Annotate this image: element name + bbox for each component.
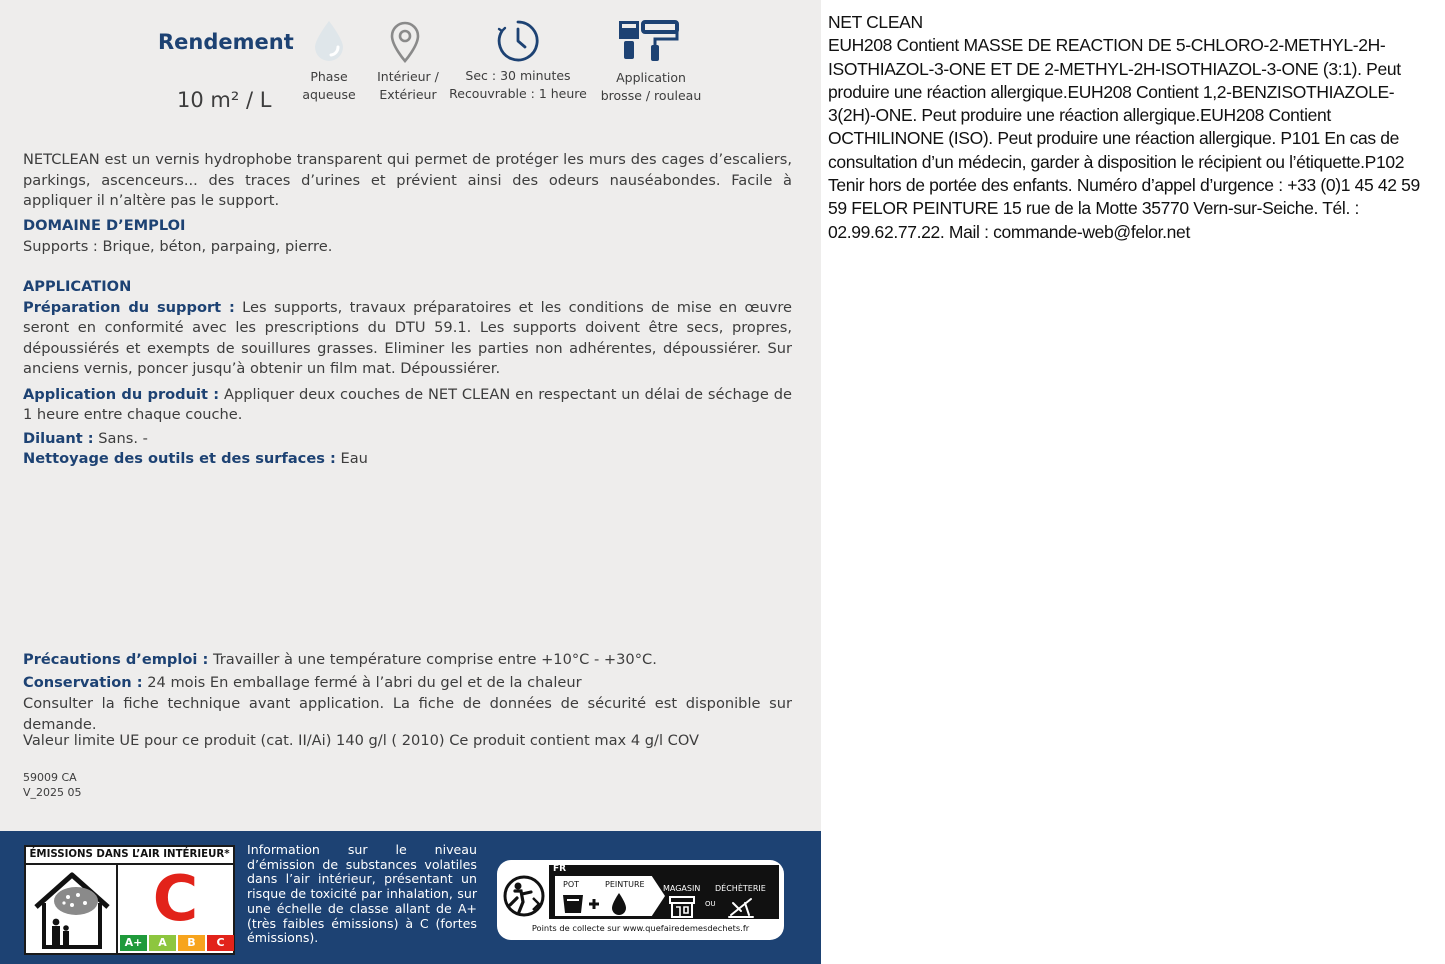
feature-line: Sec : 30 minutes xyxy=(465,68,571,83)
product-ref: 59009 CA xyxy=(23,771,77,784)
diluant-label: Diluant : xyxy=(23,429,94,447)
triman-recycle-icon xyxy=(501,874,547,918)
precautions-text: Travailler à une température comprise entre +10°C - +30°C. xyxy=(208,651,657,668)
house-people-icon xyxy=(30,867,114,951)
consulter-text: Consulter la fiche technique avant application. La fiche de données de sécurité est disponible sur demande. xyxy=(23,695,792,733)
feature-line: Extérieur xyxy=(379,86,437,102)
feature-line: Recouvrable : 1 heure xyxy=(449,85,587,101)
domaine-heading: DOMAINE D’EMPLOI xyxy=(23,217,186,234)
product-codes xyxy=(23,770,82,800)
emissions-scale xyxy=(120,935,234,951)
triman-footer: Points de collecte sur www.quefairedemesdechets.fr xyxy=(531,923,750,933)
legal-title: NET CLEAN xyxy=(828,12,923,32)
produit-paragraph xyxy=(23,385,792,426)
preparation-text: Les supports, travaux préparatoires et les conditions de mise en œuvre seront en conformité avec les prescriptions du DTU 59.1. Les supports doivent être secs, propres, dépoussiérés et exempts de souillures grasses. Eliminer les parties non adhérentes, dépoussiérer. Sur anciens vernis, poncer jusqu’à obtenir un film mat. Dépoussiérer. xyxy=(23,298,793,377)
feature-drying xyxy=(444,67,592,102)
preparation-label: Préparation du support : xyxy=(23,298,235,316)
feature-line: aqueuse xyxy=(302,86,356,102)
emissions-info: Information sur le niveau d’émission de substances volatiles dans l’air intérieur, présentant un risque de toxicité par inhalation, sur une échelle de classe allant de A+ (très faibles émissions) à C (fortes émissions). xyxy=(247,842,477,946)
diluant-line xyxy=(23,429,792,450)
scale-b: B xyxy=(178,935,205,951)
preparation-paragraph xyxy=(23,298,792,380)
diluant-text: Sans. - xyxy=(93,429,148,447)
shop-icon xyxy=(667,895,697,919)
product-version: V_2025 05 xyxy=(23,786,82,799)
product-description: NETCLEAN est un vernis hydrophobe transparent qui permet de protéger les murs des cages d’escaliers, parkings, ascenceurs... des traces d’urines et prévient ainsi des odeurs nauséabondes. Facile à appliquer il n’altère pas le support. xyxy=(23,151,792,209)
emissions-label xyxy=(24,845,235,955)
cov-limit-text: Valeur limite UE pour ce produit (cat. II/Ai) 140 g/l ( 2010) Ce produit contient max 4 g/l COV xyxy=(23,732,700,749)
precautions-section xyxy=(23,650,792,752)
feature-application xyxy=(592,69,710,104)
triman-country: FR xyxy=(553,864,567,874)
brush-roller-icon xyxy=(617,19,683,65)
feature-location xyxy=(364,68,452,103)
conservation-line xyxy=(23,673,792,694)
scale-a: A xyxy=(149,935,176,951)
feature-phase xyxy=(290,68,368,103)
feature-line: brosse / rouleau xyxy=(600,87,702,103)
triman-ou: OU xyxy=(705,900,716,908)
triman-magasin: MAGASIN xyxy=(663,884,701,893)
precautions-label: Précautions d’emploi : xyxy=(23,651,209,668)
domaine-section xyxy=(23,216,792,257)
scale-a-plus: A+ xyxy=(120,935,147,951)
triman-decheterie: DÉCHÈTERIE xyxy=(715,884,766,893)
emissions-grade: C xyxy=(152,862,199,935)
legal-text: EUH208 Contient MASSE DE REACTION DE 5-CHLORO-2-METHYL-2H-ISOTHIAZOL-3-ONE ET DE 2-METHYL-2H-ISOTHIAZOL-3-ONE (3:1). Peut produire une réaction allergique.EUH208 Contient 1,2-BENZISOTHIAZOLE-3(2H)-ONE. Peut produire une réaction allergique.EUH208 Contient OCTHILINONE (ISO). Peut produire une réaction allergique. P101 En cas de consultation d’un médecin, garder à disposition le récipient ou l’étiquette.P102 Tenir hors de portée des enfants. Numéro d’appel d’urgence : +33 (0)1 45 42 59 59 FELOR PEINTURE 15 rue de la Motte 35770 Vern-sur-Seiche. Tél. : 02.99.62.77.22. Mail : commande-web@felor.net xyxy=(828,35,1420,242)
nettoyage-text: Eau xyxy=(335,450,368,467)
triman-pot: POT xyxy=(563,880,580,889)
application-heading: APPLICATION xyxy=(23,278,132,295)
dechetterie-icon xyxy=(727,895,755,919)
nettoyage-label: Nettoyage des outils et des surfaces : xyxy=(23,450,336,467)
produit-text: Appliquer deux couches de NET CLEAN en respectant un délai de séchage de 1 heure entre chaque couche. xyxy=(23,385,793,423)
paint-pot-icon xyxy=(561,891,631,915)
conservation-label: Conservation : xyxy=(23,673,143,691)
produit-label: Application du produit : xyxy=(23,385,220,403)
domaine-text: Supports : Brique, béton, parpaing, pierre. xyxy=(23,237,333,255)
application-section xyxy=(23,277,792,470)
conservation-text: 24 mois En emballage fermé à l’abri du gel et de la chaleur xyxy=(142,673,582,691)
rendement-value: 10 m² / L xyxy=(177,88,272,112)
location-pin-icon xyxy=(388,20,422,64)
nettoyage-line xyxy=(23,449,792,470)
scale-c: C xyxy=(207,935,234,951)
feature-line: Intérieur / xyxy=(377,69,439,84)
rendement-title: Rendement xyxy=(158,30,294,54)
feature-line: Phase xyxy=(310,69,348,84)
emissions-title: ÉMISSIONS DANS L’AIR INTÉRIEUR* xyxy=(26,847,233,865)
feature-line: Application xyxy=(616,70,686,85)
triman-label xyxy=(497,860,784,940)
water-drop-icon xyxy=(311,19,347,63)
legal-text-block xyxy=(828,11,1438,244)
triman-peinture: PEINTURE xyxy=(605,880,645,889)
clock-icon xyxy=(496,19,540,63)
precautions-line xyxy=(23,650,792,671)
